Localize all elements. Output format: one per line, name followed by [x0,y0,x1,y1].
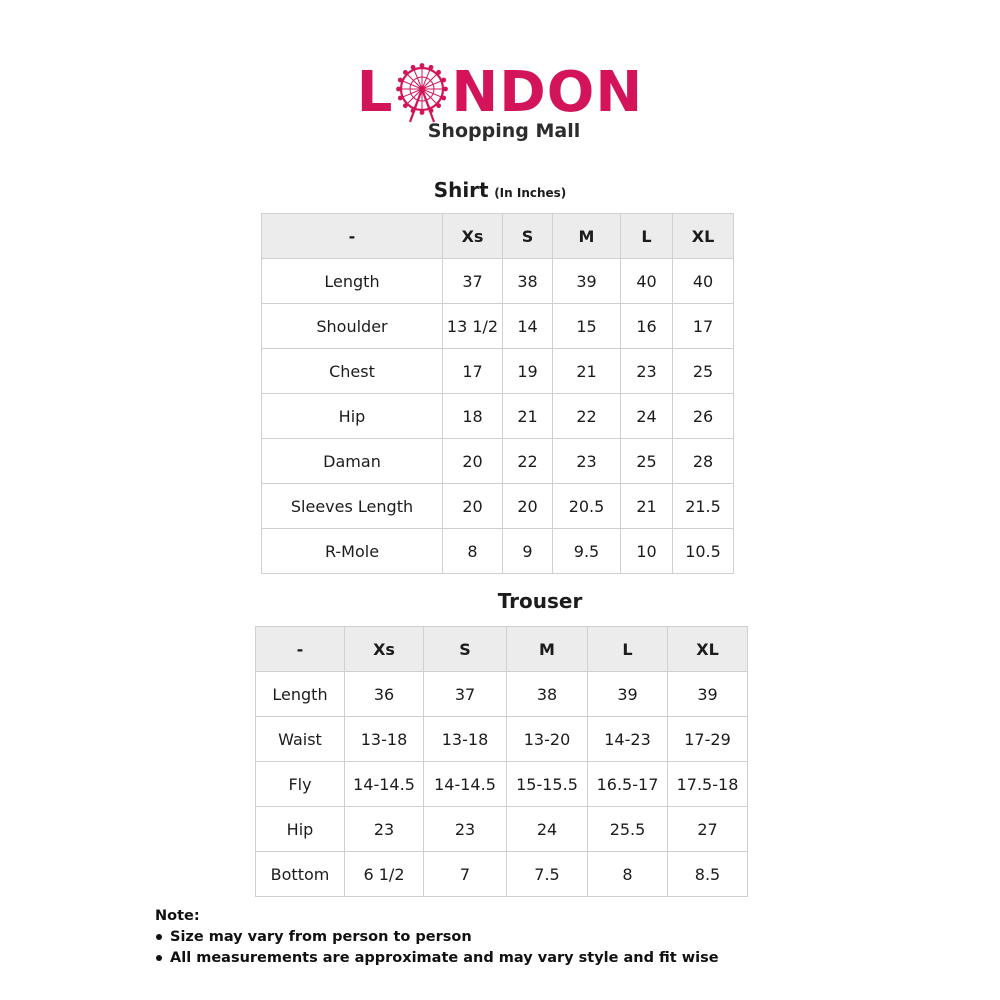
trouser-header-cell: L [588,627,668,672]
bullet-icon [156,955,162,961]
trouser-header-cell: XL [668,627,748,672]
table-cell: 14-14.5 [345,762,424,807]
table-cell: 7.5 [507,852,588,897]
table-cell: 25 [621,439,673,484]
table-row [256,807,748,852]
table-cell: 39 [668,672,748,717]
shirt-title: Shirt [433,178,489,202]
table-row [262,529,734,574]
table-cell: 20 [443,484,503,529]
table-cell: 15 [553,304,621,349]
shirt-size-table [261,213,734,574]
table-cell: 25.5 [588,807,668,852]
table-cell: 18 [443,394,503,439]
table-cell: 39 [588,672,668,717]
table-cell: 8 [588,852,668,897]
shirt-header-cell: Xs [443,214,503,259]
table-cell: 13-18 [424,717,507,762]
table-cell: 13-20 [507,717,588,762]
table-cell: 21.5 [673,484,734,529]
table-cell: 10 [621,529,673,574]
table-cell: 28 [673,439,734,484]
trouser-header-cell: Xs [345,627,424,672]
trouser-header-cell: - [256,627,345,672]
table-cell: 13 1/2 [443,304,503,349]
table-cell: 22 [503,439,553,484]
trouser-table-title [40,589,1000,613]
note-section [155,908,719,971]
table-cell: 19 [503,349,553,394]
shirt-header-cell: - [262,214,443,259]
note-item [155,929,719,945]
table-cell: 14-23 [588,717,668,762]
trouser-header-cell: M [507,627,588,672]
row-label: Chest [262,349,443,394]
table-row [262,394,734,439]
logo-letters-end: NDON [451,60,644,125]
table-cell: 13-18 [345,717,424,762]
table-cell: 8 [443,529,503,574]
table-row [256,852,748,897]
table-cell: 23 [553,439,621,484]
note-item-text: All measurements are approximate and may vary style and fit wise [170,950,719,966]
table-row [262,439,734,484]
table-cell: 16.5-17 [588,762,668,807]
table-cell: 22 [553,394,621,439]
table-cell: 15-15.5 [507,762,588,807]
table-cell: 20 [503,484,553,529]
ferris-wheel-icon [394,62,450,124]
table-row [256,762,748,807]
table-row [262,349,734,394]
table-cell: 6 1/2 [345,852,424,897]
row-label: R-Mole [262,529,443,574]
table-cell: 23 [621,349,673,394]
shirt-unit: (In Inches) [494,186,567,200]
trouser-header-cell: S [424,627,507,672]
table-cell: 17-29 [668,717,748,762]
table-cell: 23 [424,807,507,852]
table-row [256,717,748,762]
row-label: Fly [256,762,345,807]
table-cell: 17 [673,304,734,349]
table-cell: 20.5 [553,484,621,529]
table-cell: 16 [621,304,673,349]
table-row [262,484,734,529]
table-cell: 37 [424,672,507,717]
logo-subtitle: Shopping Mall [427,120,581,142]
trouser-title: Trouser [497,589,583,613]
logo-wordmark [357,62,644,124]
table-cell: 24 [507,807,588,852]
note-list [155,929,719,966]
shirt-header-cell: M [553,214,621,259]
table-cell: 17 [443,349,503,394]
table-cell: 23 [345,807,424,852]
table-cell: 7 [424,852,507,897]
row-label: Length [256,672,345,717]
note-item-text: Size may vary from person to person [170,929,472,945]
shirt-header-cell: S [503,214,553,259]
table-cell: 9 [503,529,553,574]
brand-logo [0,62,1000,142]
shirt-header-cell: XL [673,214,734,259]
note-heading: Note: [155,908,200,924]
table-cell: 38 [503,259,553,304]
row-label: Length [262,259,443,304]
table-cell: 40 [673,259,734,304]
table-cell: 38 [507,672,588,717]
trouser-header-row [256,627,748,672]
table-cell: 26 [673,394,734,439]
row-label: Hip [256,807,345,852]
trouser-size-table [255,626,748,897]
table-cell: 27 [668,807,748,852]
table-cell: 37 [443,259,503,304]
table-cell: 24 [621,394,673,439]
row-label: Daman [262,439,443,484]
table-cell: 10.5 [673,529,734,574]
shirt-table-title [0,178,1000,202]
table-cell: 9.5 [553,529,621,574]
table-cell: 40 [621,259,673,304]
bullet-icon [156,934,162,940]
table-cell: 14 [503,304,553,349]
table-cell: 25 [673,349,734,394]
table-cell: 14-14.5 [424,762,507,807]
table-cell: 39 [553,259,621,304]
row-label: Hip [262,394,443,439]
table-cell: 36 [345,672,424,717]
note-item [155,950,719,966]
row-label: Shoulder [262,304,443,349]
table-cell: 8.5 [668,852,748,897]
shirt-header-row [262,214,734,259]
table-row [262,304,734,349]
table-cell: 21 [503,394,553,439]
table-row [262,259,734,304]
row-label: Bottom [256,852,345,897]
table-cell: 17.5-18 [668,762,748,807]
row-label: Waist [256,717,345,762]
table-row [256,672,748,717]
row-label: Sleeves Length [262,484,443,529]
logo-letters-start: L [356,60,394,125]
table-cell: 20 [443,439,503,484]
shirt-header-cell: L [621,214,673,259]
table-cell: 21 [553,349,621,394]
table-cell: 21 [621,484,673,529]
